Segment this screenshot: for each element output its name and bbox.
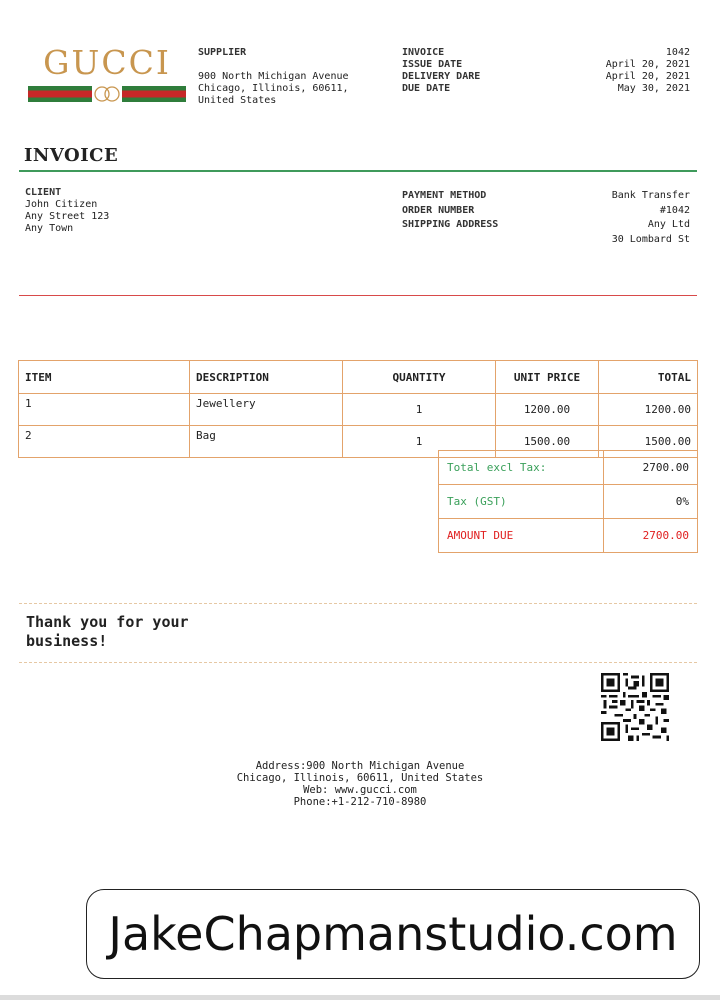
payment-value: 30 Lombard St xyxy=(611,233,690,245)
meta-label: INVOICE xyxy=(402,47,445,58)
footer-line: Chicago, Illinois, 60611, United States xyxy=(236,772,484,784)
meta-label: DUE DATE xyxy=(402,83,451,94)
meta-value: 1042 xyxy=(665,47,690,58)
meta-row xyxy=(402,71,690,83)
table-header-row xyxy=(19,361,698,394)
column-header: ITEM xyxy=(19,361,190,394)
cell-total: 1500.00 xyxy=(599,426,698,458)
page-title: INVOICE xyxy=(24,145,119,166)
column-header: UNIT PRICE xyxy=(496,361,599,394)
client-line: John Citizen xyxy=(25,199,98,210)
divider xyxy=(19,662,697,663)
cell-item: 1 xyxy=(19,394,190,426)
cell-quantity: 1 xyxy=(343,394,496,426)
amount-due-value: 2700.00 xyxy=(604,519,698,553)
meta-row xyxy=(402,59,690,71)
supplier-line: Chicago, Illinois, 60611, xyxy=(198,83,349,94)
thank-you-line: business! xyxy=(26,632,108,650)
payment-value: #1042 xyxy=(659,204,690,216)
supplier-label: SUPPLIER xyxy=(198,47,247,58)
supplier-line: 900 North Michigan Avenue xyxy=(198,71,349,82)
bottom-bar xyxy=(0,995,720,1000)
subtotal-value: 2700.00 xyxy=(604,451,698,485)
footer-line: Phone:+1-212-710-8980 xyxy=(293,796,427,808)
meta-value: May 30, 2021 xyxy=(617,83,690,94)
cell-quantity: 1 xyxy=(343,426,496,458)
divider xyxy=(19,170,697,172)
qr-code-icon xyxy=(601,673,669,741)
divider xyxy=(19,295,697,296)
gucci-logo xyxy=(28,44,186,110)
column-header: DESCRIPTION xyxy=(190,361,343,394)
totals-row xyxy=(439,519,698,553)
meta-label: ISSUE DATE xyxy=(402,59,463,70)
items-table xyxy=(18,360,698,458)
cell-unit-price: 1500.00 xyxy=(496,426,599,458)
logo-wordmark: GUCCI xyxy=(43,43,171,82)
meta-row xyxy=(402,83,690,95)
table-row xyxy=(19,394,698,426)
thank-you-line: Thank you for your xyxy=(26,613,189,631)
payment-value: Bank Transfer xyxy=(611,190,690,201)
payment-row xyxy=(402,218,690,233)
tax-value: 0% xyxy=(604,485,698,519)
meta-value: April 20, 2021 xyxy=(605,71,690,82)
supplier-line: United States xyxy=(198,95,277,106)
cell-description: Bag xyxy=(190,426,343,458)
cell-description: Jewellery xyxy=(190,394,343,426)
divider xyxy=(19,603,697,604)
thank-you-note xyxy=(26,613,189,651)
amount-due-label: AMOUNT DUE xyxy=(439,519,604,553)
meta-row xyxy=(402,47,690,59)
payment-label: SHIPPING ADDRESS xyxy=(402,219,499,230)
column-header: TOTAL xyxy=(599,361,698,394)
tax-label: Tax (GST) xyxy=(439,485,604,519)
watermark-text: JakeChapmanstudio.com xyxy=(108,907,678,961)
totals-row xyxy=(439,451,698,485)
payment-block xyxy=(402,189,690,247)
totals-table xyxy=(438,450,698,553)
footer-line: Address:900 North Michigan Avenue xyxy=(255,760,465,772)
client-label: CLIENT xyxy=(25,187,62,198)
payment-row xyxy=(402,233,690,248)
logo-stripe-icon xyxy=(28,86,186,102)
column-header: QUANTITY xyxy=(343,361,496,394)
totals-row xyxy=(439,485,698,519)
cell-unit-price: 1200.00 xyxy=(496,394,599,426)
cell-total: 1200.00 xyxy=(599,394,698,426)
payment-row xyxy=(402,204,690,219)
payment-row xyxy=(402,189,690,204)
client-block xyxy=(25,187,109,235)
payment-label: ORDER NUMBER xyxy=(402,204,475,216)
footer-contact xyxy=(160,760,560,808)
subtotal-label: Total excl Tax: xyxy=(439,451,604,485)
client-line: Any Town xyxy=(25,223,74,234)
watermark-banner xyxy=(86,889,700,979)
client-line: Any Street 123 xyxy=(25,211,110,222)
payment-value: Any Ltd xyxy=(647,219,690,230)
supplier-block xyxy=(198,47,349,107)
cell-item: 2 xyxy=(19,426,190,458)
payment-label: PAYMENT METHOD xyxy=(402,190,487,201)
footer-line: Web: www.gucci.com xyxy=(303,784,417,796)
meta-value: April 20, 2021 xyxy=(605,59,690,70)
meta-label: DELIVERY DARE xyxy=(402,71,481,82)
invoice-meta xyxy=(402,47,690,95)
